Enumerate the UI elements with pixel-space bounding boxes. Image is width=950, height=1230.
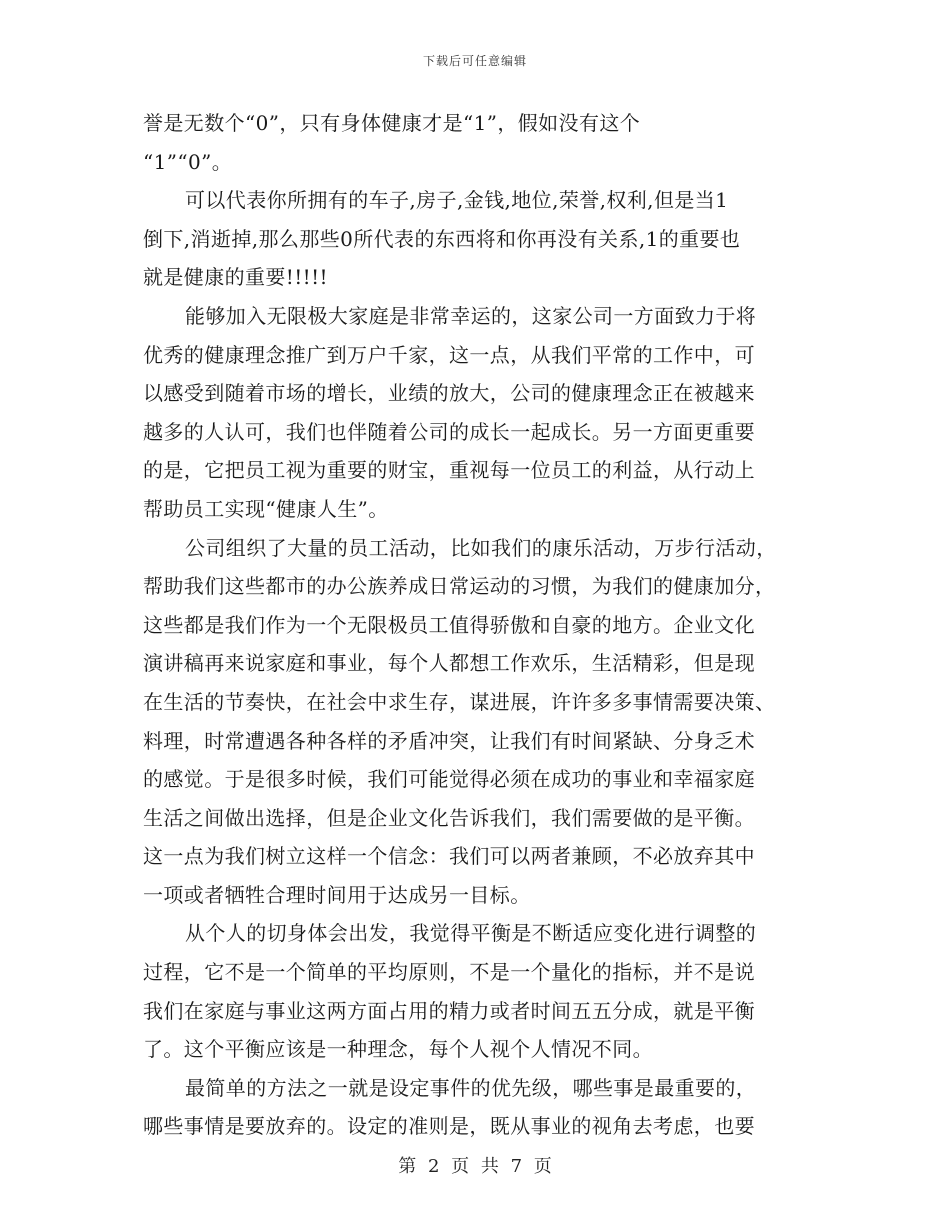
- text-line: 这些都是我们作为一个无限极员工值得骄傲和自豪的地方。企业文化: [143, 612, 755, 637]
- page-header: 下载后可任意编辑: [422, 54, 527, 68]
- text-line: 一项或者牺牲合理时间用于达成另一目标。: [143, 882, 531, 907]
- text-line: 料理，时常遭遇各种各样的矛盾冲突，让我们有时间紧缺、分身乏术: [143, 728, 755, 753]
- text-line: 能够加入无限极大家庭是非常幸运的，这家公司一方面致力于将: [185, 303, 757, 328]
- text-line: 这一点为我们树立这样一个信念：我们可以两者兼顾，不必放弃其中: [143, 844, 755, 869]
- text-line: 过程，它不是一个简单的平均原则，不是一个量化的指标，并不是说: [143, 960, 755, 985]
- text-line: 演讲稿再来说家庭和事业，每个人都想工作欢乐，生活精彩，但是现: [143, 651, 755, 676]
- text-line: 的是，它把员工视为重要的财宝，重视每一位员工的利益，从行动上: [143, 458, 755, 483]
- text-line: 我们在家庭与事业这两方面占用的精力或者时间五五分成，就是平衡: [143, 998, 755, 1023]
- text-line: 越多的人认可，我们也伴随着公司的成长一起成长。另一方面更重要: [143, 419, 755, 444]
- document-body: [143, 104, 808, 1146]
- text-line: 就是健康的重要!!!!!: [143, 265, 328, 290]
- text-line: 帮助我们这些都市的办公族养成日常运动的习惯，为我们的健康加分，: [143, 574, 776, 599]
- text-line: 公司组织了大量的员工活动，比如我们的康乐活动，万步行活动，: [185, 535, 777, 560]
- text-line: 可以代表你所拥有的车子,房子,金钱,地位,荣誉,权利,但是当1: [185, 188, 729, 213]
- page-footer: 第 2 页 共 7 页: [398, 1156, 552, 1177]
- text-line: 生活之间做出选择，但是企业文化告诉我们，我们需要做的是平衡。: [143, 805, 755, 830]
- text-line: 在生活的节奏快，在社会中求生存，谋进展，许许多多事情需要决策、: [143, 689, 776, 714]
- text-line: 优秀的健康理念推广到万户千家，这一点，从我们平常的工作中，可: [143, 342, 755, 367]
- text-line: 帮助员工实现“健康人生”。: [143, 496, 389, 521]
- text-line: “1”“0”。: [143, 149, 233, 174]
- text-line: 誉是无数个“0”，只有身体健康才是“1”，假如没有这个: [143, 111, 641, 135]
- text-line: 从个人的切身体会出发，我觉得平衡是不断适应变化进行调整的: [185, 921, 757, 946]
- text-line: 哪些事情是要放弃的。设定的准则是，既从事业的视角去考虑，也要: [143, 1114, 755, 1139]
- text-line: 倒下,消逝掉,那么那些0所代表的东西将和你再没有关系,1的重要也: [143, 226, 741, 251]
- text-line: 以感受到随着市场的增长，业绩的放大，公司的健康理念正在被越来: [143, 381, 755, 406]
- text-line: 了。这个平衡应该是一种理念，每个人视个人情况不同。: [143, 1037, 653, 1062]
- text-line: 的感觉。于是很多时候，我们可能觉得必须在成功的事业和幸福家庭: [143, 767, 755, 792]
- text-line: 最简单的方法之一就是设定事件的优先级，哪些事是最重要的，: [185, 1075, 757, 1100]
